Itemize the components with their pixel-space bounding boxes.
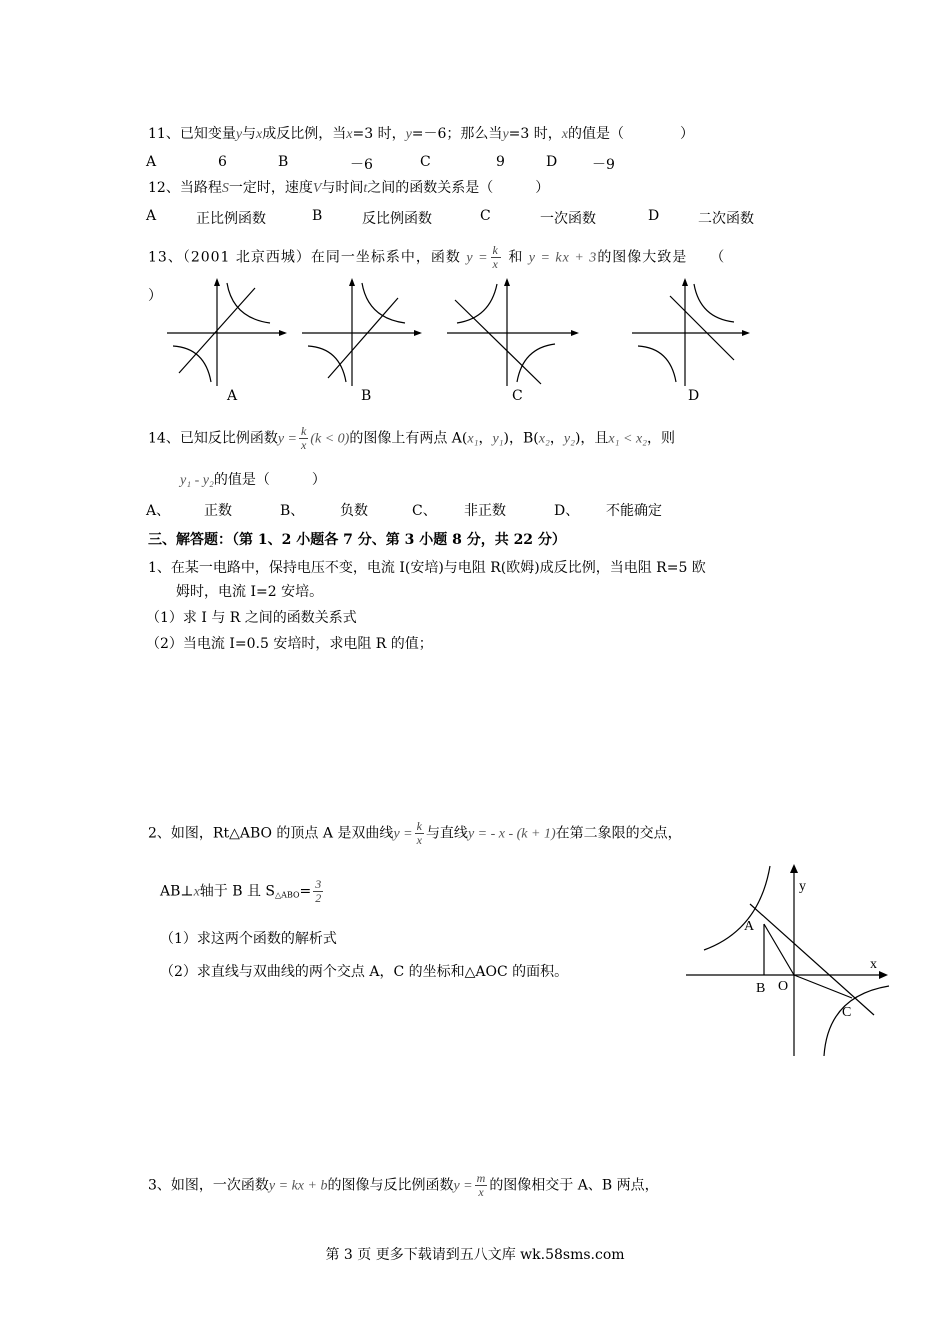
q12-option-a-value: 正比例函数 xyxy=(196,211,266,227)
p1-sub1: （1）求 I 与 R 之间的函数关系式 xyxy=(146,610,357,626)
q11-option-c-letter: C xyxy=(420,154,431,170)
p1-line2: 姆时，电流 I=2 安培。 xyxy=(176,584,324,600)
q13-graph-a-label: A xyxy=(227,388,238,404)
q14-option-a-letter: A、 xyxy=(146,503,171,519)
q11-stem: 11、已知变量y与x成反比例，当x=3 时，y=－6；那么当y=3 时，x的值是（ ） xyxy=(148,126,694,142)
p3-fraction-m-over-x: $\frac{m}{x}$ xyxy=(476,1171,486,1199)
q11-option-b-value: －6 xyxy=(350,157,373,173)
q13-graph-a xyxy=(165,278,295,388)
q14-option-a-value: 正数 xyxy=(204,503,232,519)
p2-fig-ao xyxy=(764,924,794,975)
q11-option-d-value: －9 xyxy=(592,157,615,173)
q11-option-b-letter: B xyxy=(278,154,289,170)
p2-area-fraction: $\frac{3}{2}$ xyxy=(315,877,322,905)
p2-condition: AB⊥x轴于 B 且 S△ABO= $\frac{3}{2}$ xyxy=(160,877,322,905)
q12-option-c-letter: C xyxy=(480,208,491,224)
q12-option-d-letter: D xyxy=(648,208,660,224)
p2-figure xyxy=(684,860,894,1060)
p2-fig-label-a: A xyxy=(744,919,755,934)
q14-option-d-value: 不能确定 xyxy=(606,503,662,519)
q12-option-b-letter: B xyxy=(312,208,323,224)
p2-fig-label-y: y xyxy=(799,879,806,894)
q11-option-c-value: 9 xyxy=(496,154,505,170)
p2-fig-oc xyxy=(794,975,852,998)
p3-stem: 3、如图，一次函数y = kx + b的图像与反比例函数y = $\frac{m}{x}$ 的图像相交于 A、B 两点， xyxy=(148,1171,659,1199)
p2-fig-label-o: O xyxy=(778,979,789,994)
q13-graph-c-label: C xyxy=(512,388,523,404)
section3-title: 三、解答题：（第 1、2 小题各 7 分、第 3 小题 8 分，共 22 分） xyxy=(148,532,566,548)
p2-sub1: （1）求这两个函数的解析式 xyxy=(160,931,337,947)
q13-graph-b xyxy=(300,278,430,388)
q14-option-b-value: 负数 xyxy=(340,503,368,519)
q12-option-c-value: 一次函数 xyxy=(540,211,596,227)
p2-fig-label-c: C xyxy=(842,1005,852,1020)
q14-stem-line2: y₁ - y₂的值是（ ） xyxy=(180,472,326,488)
p1-sub2: （2）当电流 I=0.5 安培时，求电阻 R 的值； xyxy=(146,636,433,652)
q12-option-a-letter: A xyxy=(146,208,157,224)
q13-graph-b-label: B xyxy=(361,388,372,404)
q12-stem: 12、当路程S一定时，速度V与时间t之间的函数关系是（ ） xyxy=(148,180,550,196)
q14-stem: 14、已知反比例函数y = $\frac{k}{x}$ (k < 0)的图像上有两点 A(x₁，y₁)，B(x₂，y₂)，且x₁ < x₂，则 xyxy=(148,424,676,452)
q13-stem: 13、（2001 北京西城）在同一坐标系中，函数 y = $\frac{k}{x}$ 和 y = kx + 3的图像大致是 （ xyxy=(148,243,726,271)
p1-line1: 1、在某一电路中，保持电压不变，电流 I(安培)与电阻 R(欧姆)成反比例，当电阻 R=5 欧 xyxy=(148,560,706,576)
p2-fig-line xyxy=(750,904,874,1015)
q11-option-a-letter: A xyxy=(146,154,157,170)
q14-fraction-k-over-x: $\frac{k}{x}$ xyxy=(301,424,307,452)
p2-fraction-k-over-x: $\frac{k}{x}$ xyxy=(416,819,422,847)
q13-graph-d-label: D xyxy=(688,388,700,404)
page-footer: 第 3 页 更多下载请到五八文库 wk.58sms.com xyxy=(325,1247,625,1263)
q12-option-b-value: 反比例函数 xyxy=(362,211,432,227)
p2-stem: 2、如图，Rt△ABO 的顶点 A 是双曲线y = $\frac{k}{x}$ 与直线y = - x - (k + 1)在第二象限的交点， xyxy=(148,819,682,847)
p2-sub2: （2）求直线与双曲线的两个交点 A，C 的坐标和△AOC 的面积。 xyxy=(160,964,569,980)
q13-graph-d xyxy=(630,278,760,388)
q14-option-c-letter: C、 xyxy=(412,503,437,519)
q13-fraction-k-over-x: $\frac{k}{x}$ xyxy=(492,243,499,271)
q14-option-d-letter: D、 xyxy=(554,503,580,519)
q13-graph-c xyxy=(445,278,585,388)
q13-close-paren: ） xyxy=(148,288,162,304)
p2-fig-label-b: B xyxy=(756,981,766,996)
q12-option-d-value: 二次函数 xyxy=(698,211,754,227)
q11-option-a-value: 6 xyxy=(218,154,227,170)
q14-option-b-letter: B、 xyxy=(280,503,305,519)
p2-fig-label-x: x xyxy=(870,957,877,972)
p2-fig-hyperbola-upper xyxy=(704,866,770,950)
p2-fig-hyperbola-lower xyxy=(824,986,889,1056)
q11-option-d-letter: D xyxy=(546,154,558,170)
q14-option-c-value: 非正数 xyxy=(464,503,506,519)
